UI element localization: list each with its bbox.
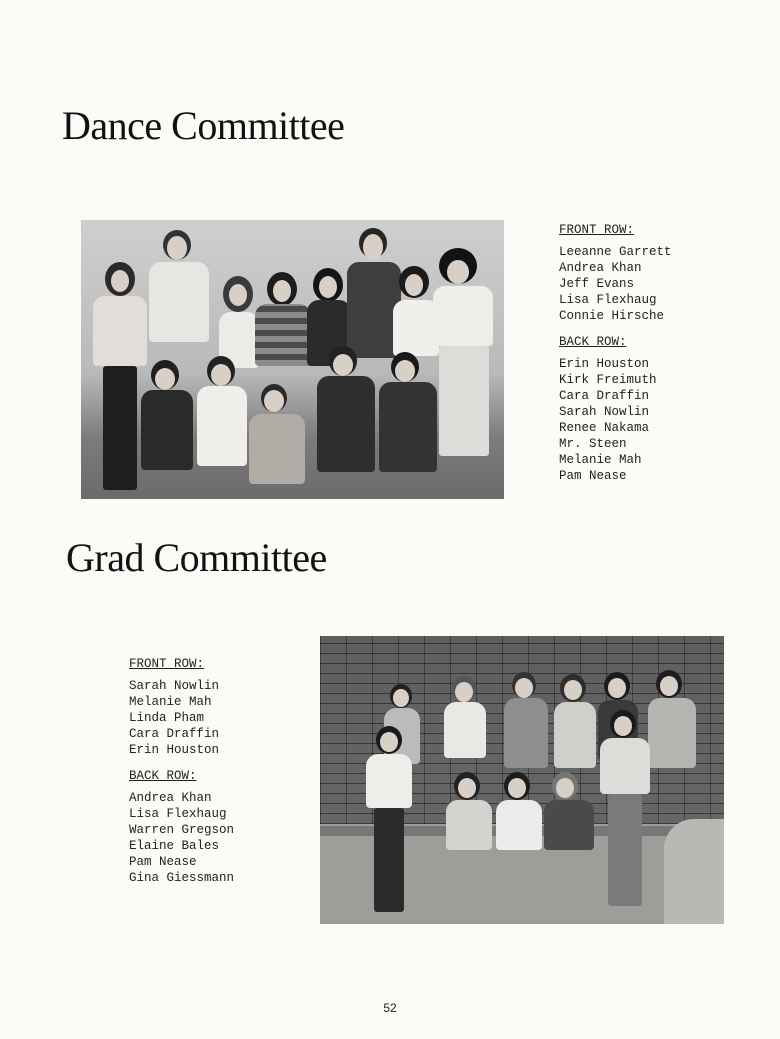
list-item: Sarah Nowlin	[559, 405, 650, 419]
list-item: Lisa Flexhaug	[129, 807, 227, 821]
list-item: Mr. Steen	[559, 437, 627, 451]
back-row-label: BACK ROW:	[559, 335, 627, 349]
front-row-list	[129, 678, 234, 758]
front-row-label: FRONT ROW:	[129, 657, 205, 671]
list-item: Pam Nease	[129, 855, 197, 869]
list-item: Melanie Mah	[129, 695, 212, 709]
list-item: Jeff Evans	[559, 277, 635, 291]
page-number: 52	[383, 1001, 397, 1015]
list-item: Gina Giessmann	[129, 871, 235, 885]
list-item: Erin Houston	[559, 357, 650, 371]
list-item: Pam Nease	[559, 469, 627, 483]
list-item: Lisa Flexhaug	[559, 293, 657, 307]
back-row-list	[559, 356, 672, 484]
back-row-list	[129, 790, 234, 886]
list-item: Warren Gregson	[129, 823, 235, 837]
front-row-label: FRONT ROW:	[559, 223, 635, 237]
list-item: Linda Pham	[129, 711, 205, 725]
dance-committee-names	[559, 222, 672, 494]
back-row-label: BACK ROW:	[129, 769, 197, 783]
list-item: Leeanne Garrett	[559, 245, 672, 259]
list-item: Kirk Freimuth	[559, 373, 657, 387]
front-row-list	[559, 244, 672, 324]
list-item: Renee Nakama	[559, 421, 650, 435]
dance-committee-photo	[81, 220, 504, 499]
grad-committee-photo	[320, 636, 724, 924]
grad-committee-names	[129, 656, 234, 896]
list-item: Cara Draffin	[129, 727, 220, 741]
list-item: Sarah Nowlin	[129, 679, 220, 693]
list-item: Melanie Mah	[559, 453, 642, 467]
list-item: Elaine Bales	[129, 839, 220, 853]
list-item: Andrea Khan	[129, 791, 212, 805]
list-item: Connie Hirsche	[559, 309, 665, 323]
dance-committee-title: Dance Committee	[62, 103, 345, 148]
list-item: Cara Draffin	[559, 389, 650, 403]
list-item: Erin Houston	[129, 743, 220, 757]
grad-committee-title: Grad Committee	[66, 535, 327, 580]
list-item: Andrea Khan	[559, 261, 642, 275]
